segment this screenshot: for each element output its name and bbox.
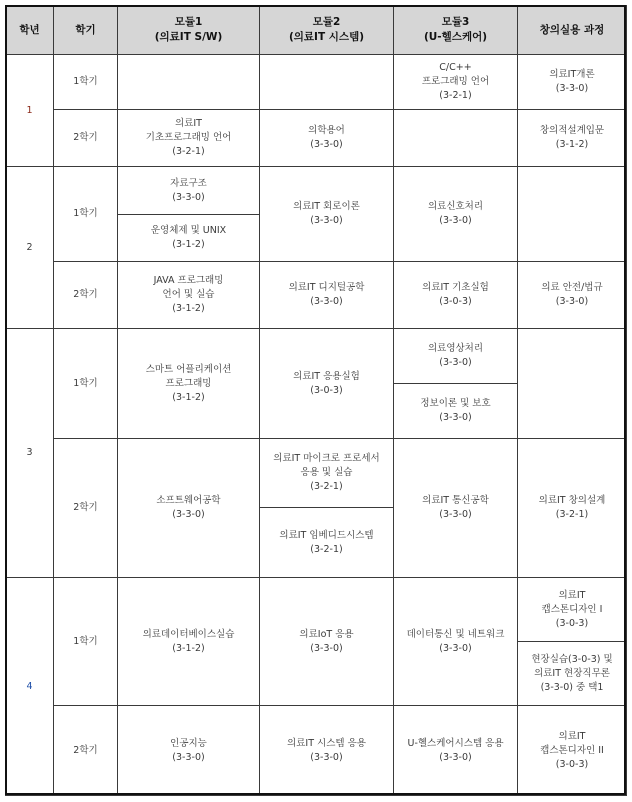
creative-course: 의료IT 창의설계 (3-2-1) (517, 438, 627, 578)
module2-course: 의료IoT 응용 (3-3-0) (259, 577, 394, 706)
module1-course: 의료데이터베이스실습 (3-1-2) (117, 577, 260, 706)
year-cell: 3 (5, 328, 54, 578)
module3-course: 의료IT 통신공학 (3-3-0) (393, 438, 518, 578)
semester-cell: 1학기 (53, 328, 118, 439)
header-module1: 모듈1 (의료IT S/W) (117, 5, 260, 55)
module3-course: 데이터통신 및 네트워크 (3-3-0) (393, 577, 518, 706)
module1-course: 의료IT 기초프로그래밍 언어 (3-2-1) (117, 109, 260, 167)
year-cell: 2 (5, 166, 54, 329)
module3-course: 의료영상처리 (3-3-0) (393, 328, 518, 384)
module2-course: 의료IT 시스템 응용 (3-3-0) (259, 705, 394, 796)
header-module2: 모듈2 (의료IT 시스템) (259, 5, 394, 55)
semester-cell: 2학기 (53, 438, 118, 578)
module2-course: 의료IT 임베디드시스템 (3-2-1) (259, 507, 394, 578)
module3-course: 의료IT 기초실험 (3-0-3) (393, 261, 518, 329)
semester-cell: 1학기 (53, 577, 118, 706)
semester-cell: 2학기 (53, 109, 118, 167)
module1-course: 자료구조 (3-3-0) (117, 166, 260, 215)
module2-course: 의료IT 디지털공학 (3-3-0) (259, 261, 394, 329)
module1-course: JAVA 프로그래밍 언어 및 실습 (3-1-2) (117, 261, 260, 329)
semester-cell: 2학기 (53, 705, 118, 796)
module3-course: C/C++ 프로그래밍 언어 (3-2-1) (393, 54, 518, 110)
module3-course: 정보이론 및 보호 (3-3-0) (393, 383, 518, 439)
creative-course: 현장실습(3-0-3) 및 의료IT 현장직무론 (3-3-0) 중 택1 (517, 641, 627, 706)
semester-cell: 2학기 (53, 261, 118, 329)
module3-course: U-헬스케어시스템 응용 (3-3-0) (393, 705, 518, 796)
header-creative: 창의실용 과정 (517, 5, 627, 55)
module2-course: 의료IT 응용실험 (3-0-3) (259, 328, 394, 439)
module2-course: 의료IT 마이크로 프로세서 응용 및 실습 (3-2-1) (259, 438, 394, 508)
creative-course: 의료IT 캡스톤디자인 II (3-0-3) (517, 705, 627, 796)
module2-course (259, 54, 394, 110)
header-semester: 학기 (53, 5, 118, 55)
creative-course: 의료IT개론 (3-3-0) (517, 54, 627, 110)
module2-course: 의학용어 (3-3-0) (259, 109, 394, 167)
creative-course: 창의적설계입문 (3-1-2) (517, 109, 627, 167)
module1-course: 인공지능 (3-3-0) (117, 705, 260, 796)
creative-course: 의료 안전/법규 (3-3-0) (517, 261, 627, 329)
year-cell: 4 (5, 577, 54, 796)
year-cell: 1 (5, 54, 54, 167)
module3-course (393, 109, 518, 167)
module1-course: 운영체제 및 UNIX (3-1-2) (117, 214, 260, 262)
creative-course (517, 166, 627, 262)
header-year: 학년 (5, 5, 54, 55)
semester-cell: 1학기 (53, 166, 118, 262)
module1-course: 스마트 어플리케이션 프로그래밍 (3-1-2) (117, 328, 260, 439)
semester-cell: 1학기 (53, 54, 118, 110)
header-module3: 모듈3 (U-헬스케어) (393, 5, 518, 55)
module1-course (117, 54, 260, 110)
module1-course: 소프트웨어공학 (3-3-0) (117, 438, 260, 578)
creative-course: 의료IT 캡스톤디자인 I (3-0-3) (517, 577, 627, 642)
creative-course (517, 328, 627, 439)
module3-course: 의료신호처리 (3-3-0) (393, 166, 518, 262)
module2-course: 의료IT 회로이론 (3-3-0) (259, 166, 394, 262)
